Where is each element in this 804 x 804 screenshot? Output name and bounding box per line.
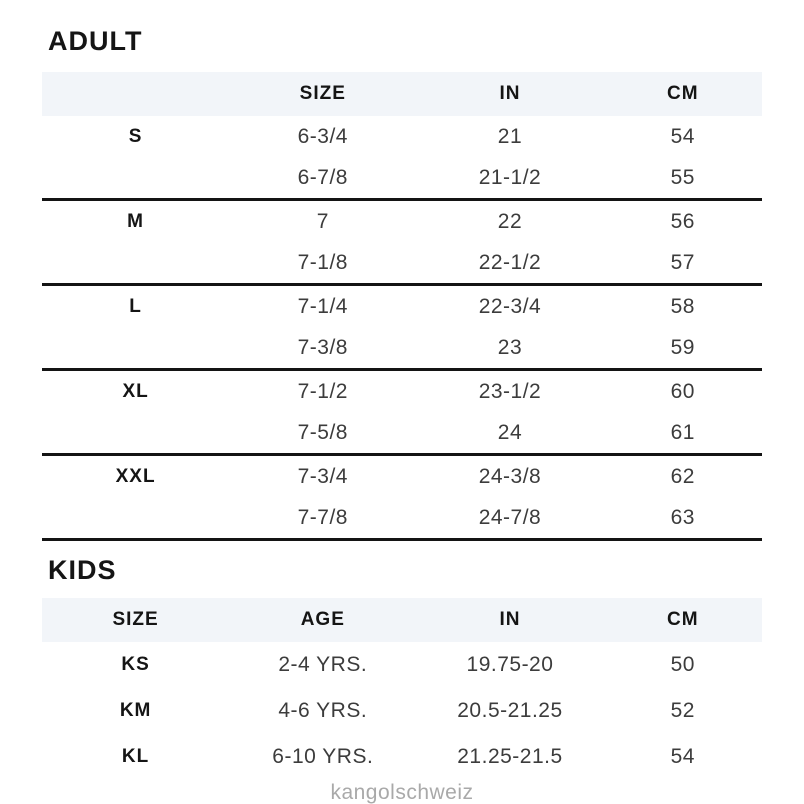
adult-col-header-size: SIZE — [299, 83, 346, 104]
age-cell: 4-6 YRS. — [278, 699, 368, 722]
inches-cell: 22-3/4 — [478, 294, 542, 318]
inches-cell: 24-3/8 — [478, 464, 542, 488]
adult-size-group-xl — [42, 371, 762, 456]
size-label-cell: M — [127, 210, 144, 232]
inches-cell: 19.75-20 — [466, 653, 554, 676]
inches-cell: 24-7/8 — [478, 505, 542, 529]
adult-header-row — [42, 72, 762, 116]
adult-col-header-in: IN — [499, 83, 521, 104]
size-label-cell: S — [128, 125, 143, 147]
hat-size-cell: 7-1/2 — [297, 379, 348, 403]
table-row — [42, 201, 762, 242]
kids-col-header-size: SIZE — [112, 609, 159, 630]
hat-size-cell: 7-7/8 — [297, 505, 348, 529]
cm-cell: 52 — [670, 699, 695, 722]
cm-cell: 50 — [670, 653, 695, 676]
hat-size-cell: 7-1/8 — [297, 250, 348, 274]
hat-size-cell: 6-7/8 — [297, 165, 348, 189]
adult-size-table — [42, 72, 762, 541]
inches-cell: 21-1/2 — [478, 165, 542, 189]
kids-header-row — [42, 598, 762, 642]
table-row — [42, 497, 762, 538]
size-label-cell: XL — [122, 380, 149, 402]
table-row — [42, 642, 762, 688]
size-label-cell: L — [129, 295, 142, 317]
hat-size-cell: 7 — [316, 209, 329, 233]
hat-size-cell: 7-1/4 — [297, 294, 348, 318]
table-row — [42, 371, 762, 412]
table-row — [42, 242, 762, 283]
cm-cell: 57 — [670, 250, 695, 274]
table-row — [42, 157, 762, 198]
cm-cell: 58 — [670, 294, 695, 318]
adult-col-header-cm: CM — [666, 83, 699, 104]
hat-size-cell: 7-3/4 — [297, 464, 348, 488]
size-label-cell: KM — [119, 700, 152, 721]
age-cell: 6-10 YRS. — [272, 745, 374, 768]
cm-cell: 63 — [670, 505, 695, 529]
cm-cell: 59 — [670, 335, 695, 359]
cm-cell: 62 — [670, 464, 695, 488]
hat-size-cell: 6-3/4 — [297, 124, 348, 148]
adult-size-group-s — [42, 116, 762, 201]
inches-cell: 24 — [497, 420, 523, 444]
table-row — [42, 327, 762, 368]
cm-cell: 55 — [670, 165, 695, 189]
hat-size-cell: 7-5/8 — [297, 420, 348, 444]
size-label-cell: XXL — [115, 465, 156, 487]
table-row — [42, 456, 762, 497]
table-row — [42, 286, 762, 327]
kids-section-title: KIDS — [48, 555, 117, 585]
cm-cell: 56 — [670, 209, 695, 233]
kids-size-table — [42, 598, 762, 780]
table-row — [42, 412, 762, 453]
kids-col-header-age: AGE — [300, 609, 345, 630]
table-row — [42, 116, 762, 157]
cm-cell: 54 — [670, 124, 695, 148]
cm-cell: 54 — [670, 745, 695, 768]
inches-cell: 22 — [497, 209, 523, 233]
inches-cell: 21.25-21.5 — [457, 745, 563, 768]
table-row — [42, 688, 762, 734]
adult-size-group-l — [42, 286, 762, 371]
size-label-cell: KL — [121, 746, 150, 767]
cm-cell: 60 — [670, 379, 695, 403]
cm-cell: 61 — [670, 420, 695, 444]
inches-cell: 23 — [497, 335, 523, 359]
inches-cell: 23-1/2 — [478, 379, 542, 403]
watermark-text: kangolschweiz — [330, 781, 474, 804]
adult-size-group-m — [42, 201, 762, 286]
adult-size-group-xxl — [42, 456, 762, 541]
kids-col-header-cm: CM — [666, 609, 699, 630]
inches-cell: 22-1/2 — [478, 250, 542, 274]
size-label-cell: KS — [121, 654, 150, 675]
inches-cell: 21 — [497, 124, 523, 148]
adult-section-title: ADULT — [48, 26, 143, 56]
age-cell: 2-4 YRS. — [278, 653, 368, 676]
hat-size-cell: 7-3/8 — [297, 335, 348, 359]
kids-col-header-in: IN — [499, 609, 521, 630]
table-row — [42, 734, 762, 780]
inches-cell: 20.5-21.25 — [457, 699, 563, 722]
